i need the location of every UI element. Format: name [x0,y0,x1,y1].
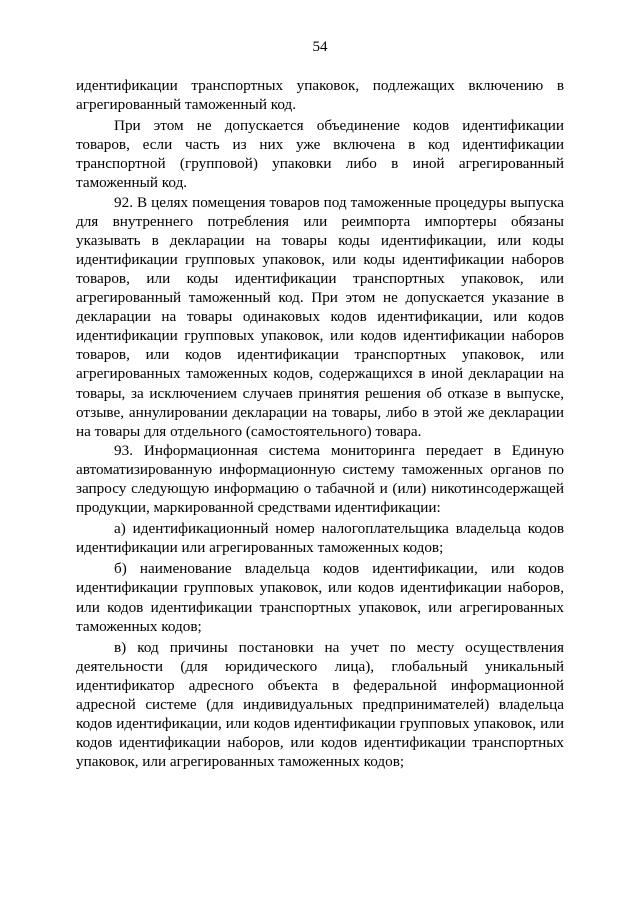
paragraph-clause-92: 92. В целях помещения товаров под таможенные процедуры выпуска для внутреннего потребления или реимпорта импортеры обязаны указывать в декларации на товары коды идентификации, или коды идентификации групповых упаковок, или коды идентификации наборов товаров, или коды идентификации транспортных упаковок, или агрегированный таможенный код. При этом не допускается указание в декларации на товары одинаковых кодов идентификации, или кодов идентификации групповых упаковок, или кодов идентификации наборов товаров, или кодов идентификации транспортных упаковок, или агрегированных таможенных кодов, содержащихся в иной декларации на товары, за исключением случаев принятия решения об отказе в выпуске, отзыве, аннулировании декларации на товары, либо в этой же декларации на товары для отдельного (самостоятельного) товара. [76,193,564,440]
list-item-b: б) наименование владельца кодов идентификации, или кодов идентификации групповых упаковок, или кодов идентификации наборов, или кодов идентификации транспортных упаковок, или агрегированных таможенных кодов; [76,560,564,635]
list-item-a: а) идентификационный номер налогоплательщика владельца кодов идентификации или агрегированных таможенных кодов; [76,520,564,557]
document-body [76,76,564,771]
paragraph-no-merge-rule: При этом не допускается объединение кодов идентификации товаров, если часть из них уже включена в код идентификации транспортной (групповой) упаковки либо в иной агрегированный таможенный код. [76,117,564,192]
page-number: 54 [312,39,328,55]
list-item-v: в) код причины постановки на учет по месту осуществления деятельности (для юридического лица), глобальный уникальный идентификатор адресного объекта в федеральной информационной адресной системе (для индивидуальных предпринимателей) владельца кодов идентификации, или кодов идентификации групповых упаковок, или кодов идентификации наборов, или кодов идентификации транспортных упаковок, или агрегированных таможенных кодов; [76,638,564,771]
paragraph-clause-93: 93. Информационная система мониторинга передает в Единую автоматизированную информационную систему таможенных органов по запросу следующую информацию о табачной и (или) никотинсодержащей продукции, маркированной средствами идентификации: [76,441,564,517]
paragraph-continuation: идентификации транспортных упаковок, подлежащих включению в агрегированный таможенный код. [76,77,564,114]
